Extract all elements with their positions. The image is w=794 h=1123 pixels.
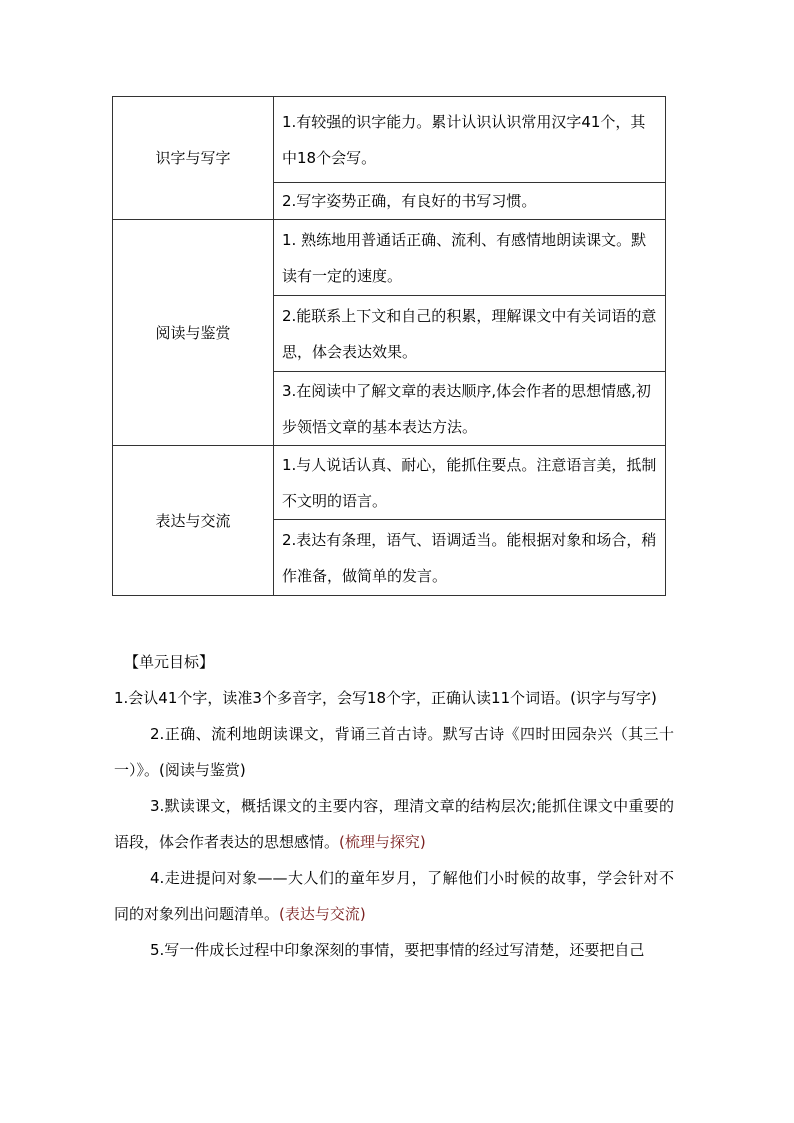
requirement-cell: 1.有较强的识字能力。累计认识认识常用汉字41个，其中18个会写。 [274,97,666,183]
requirement-cell: 3.在阅读中了解文章的表达顺序,体会作者的思想情感,初步领悟文章的基本表达方法。 [274,372,666,446]
goal-text: 2.正确、流利地朗读课文，背诵三首古诗。默写古诗《四时田园杂兴（其三十一）》。(阅读与鉴赏) [114,725,674,779]
goal-text: 4.走进提问对象——大人们的童年岁月，了解他们小时候的故事，学会针对不同的对象列出问题清单。 [114,869,674,923]
goal-tag: (表达与交流) [279,905,366,923]
goal-item [114,788,674,860]
goal-tag: (梳理与探究) [339,833,426,851]
goal-text: 5.写一件成长过程中印象深刻的事情，要把事情的经过写清楚，还要把自己 [150,941,645,959]
curriculum-standards-table [112,96,666,596]
unit-goals-heading: 【单元目标】 [124,653,215,671]
requirement-cell: 2.写字姿势正确，有良好的书写习惯。 [274,183,666,220]
requirement-cell: 1. 熟练地用普通话正确、流利、有感情地朗读课文。默读有一定的速度。 [274,220,666,296]
category-cell: 表达与交流 [113,446,274,596]
goal-text: 3.默读课文，概括课文的主要内容，理清文章的结构层次;能抓住课文中重要的语段，体会作者表达的思想感情。 [114,797,674,851]
goal-item [114,716,674,788]
category-cell: 阅读与鉴赏 [113,220,274,446]
goal-item [114,680,674,716]
requirement-cell: 2.能联系上下文和自己的积累，理解课文中有关词语的意思，体会表达效果。 [274,296,666,372]
requirement-cell: 2.表达有条理，语气、语调适当。能根据对象和场合，稍作准备，做简单的发言。 [274,520,666,596]
unit-goals-section [114,644,674,968]
goal-item [114,932,674,968]
category-cell: 识字与写字 [113,97,274,220]
goal-text: 1.会认41个字，读准3个多音字，会写18个字，正确认读11个词语。(识字与写字) [114,689,657,707]
requirement-cell: 1.与人说话认真、耐心，能抓住要点。注意语言美，抵制不文明的语言。 [274,446,666,520]
goal-item [114,860,674,932]
